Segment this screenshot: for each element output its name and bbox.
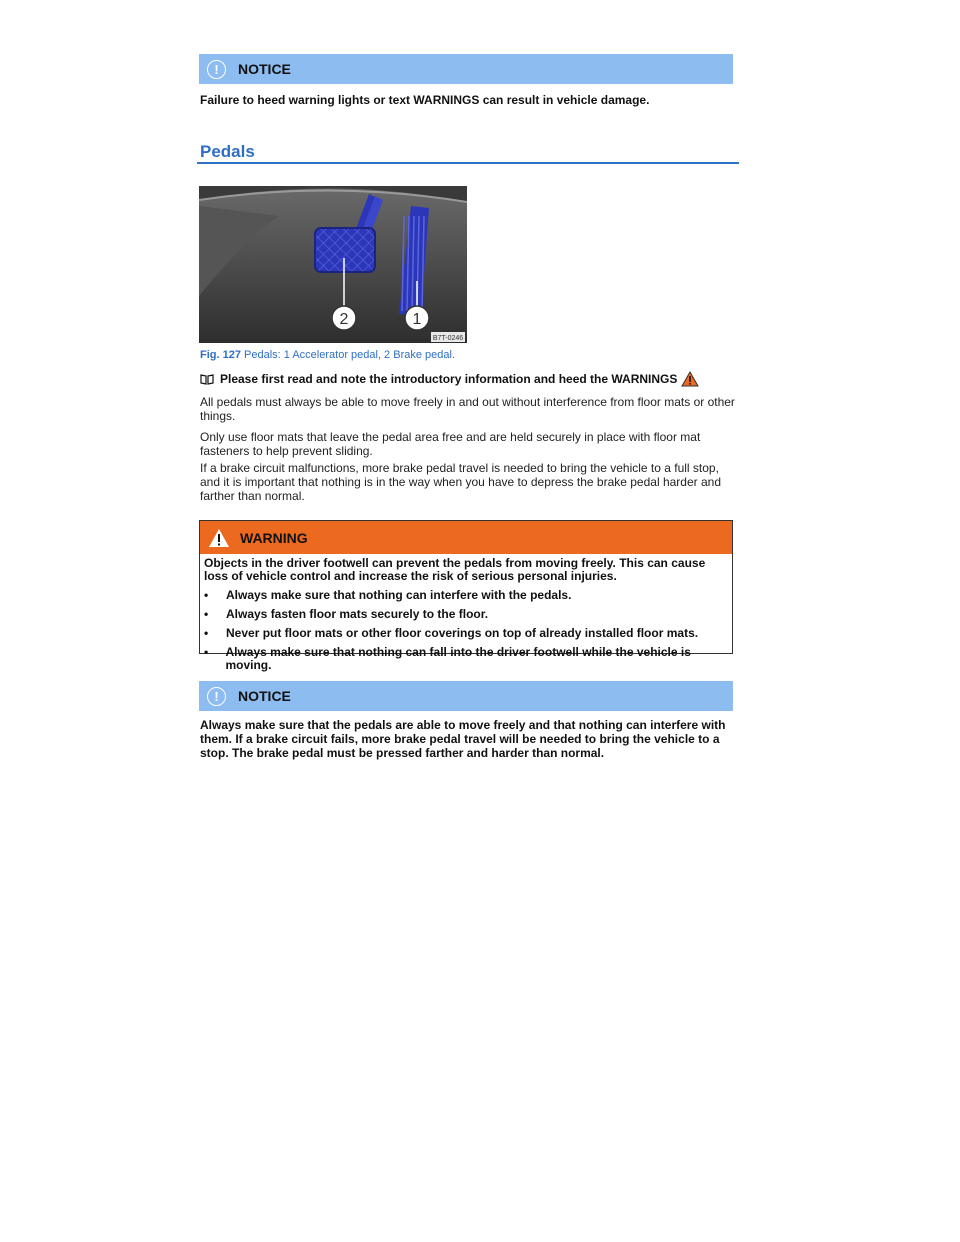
warning-triangle-icon xyxy=(681,371,699,387)
figure-label: Fig. 127 xyxy=(200,349,241,361)
book-icon xyxy=(200,374,214,385)
warning-bullet-text: Never put floor mats or other floor coverings on top of already installed floor mats. xyxy=(226,626,699,640)
warning-box xyxy=(199,520,733,672)
warning-header xyxy=(200,521,732,554)
pedals-illustration xyxy=(199,186,467,343)
notice-title: NOTICE xyxy=(238,688,291,704)
image-code: B7T-0246 xyxy=(432,335,464,342)
intro-text: Please first read and note the introductory information and heed the WARNINGS xyxy=(220,372,678,386)
callout-2: 2 xyxy=(339,311,349,328)
warning-bullet-text: Always fasten floor mats securely to the floor. xyxy=(226,607,489,621)
notice-header xyxy=(199,54,733,84)
warning-bullet: • Always make sure that nothing can fall into the driver footwell while the vehicle is moving. xyxy=(204,646,728,672)
warning-title: WARNING xyxy=(240,529,308,546)
notice-text: Failure to heed warning lights or text WARNINGS can result in vehicle damage. xyxy=(200,93,650,107)
notice-title: NOTICE xyxy=(238,61,291,77)
notice-text: Always make sure that the pedals are able to move freely and that nothing can interfere with them. If a brake circuit fails, more brake pedal travel will be needed to bring the vehicle to a stop. The brake pedal must be pressed farther and harder than normal. xyxy=(200,718,726,760)
pedals-figure xyxy=(199,186,467,343)
warning-bullet: • Always make sure that nothing can interfere with the pedals. xyxy=(204,588,572,602)
paragraph-3: If a brake circuit malfunctions, more brake pedal travel is needed to bring the vehicle to a full stop, and it is important that nothing is in the way when you have to depress the brake pedal harder and farther than normal. xyxy=(200,461,721,503)
exclamation-icon: ! xyxy=(207,687,226,706)
warning-text: Objects in the driver footwell can prevent the pedals from moving freely. This can cause loss of vehicle control and increase the risk of serious personal injuries. xyxy=(204,556,706,583)
warning-bullet: • Always fasten floor mats securely to the floor. xyxy=(204,607,489,621)
paragraph-2: Only use floor mats that leave the pedal area free and are held securely in place with floor mat fasteners to help prevent sliding. xyxy=(200,430,701,458)
warning-bullet: • Never put floor mats or other floor coverings on top of already installed floor mats. xyxy=(204,626,699,640)
warning-triangle-icon xyxy=(208,528,230,548)
notice-header xyxy=(199,681,733,711)
paragraph-1: All pedals must always be able to move freely in and out without interference from floor mats or other things. xyxy=(200,395,735,423)
intro-line xyxy=(200,371,699,387)
callout-1: 1 xyxy=(412,311,422,328)
figure-caption xyxy=(200,349,455,361)
warning-bullet-text: Always make sure that nothing can fall into the driver footwell while the vehicle is moving. xyxy=(225,645,691,672)
warning-bullet-text: Always make sure that nothing can interfere with the pedals. xyxy=(226,588,572,602)
exclamation-icon: ! xyxy=(207,60,226,79)
warning-body xyxy=(200,554,732,672)
section-heading: Pedals xyxy=(197,142,739,164)
figure-caption-text: Pedals: 1 Accelerator pedal, 2 Brake pedal. xyxy=(244,349,455,361)
